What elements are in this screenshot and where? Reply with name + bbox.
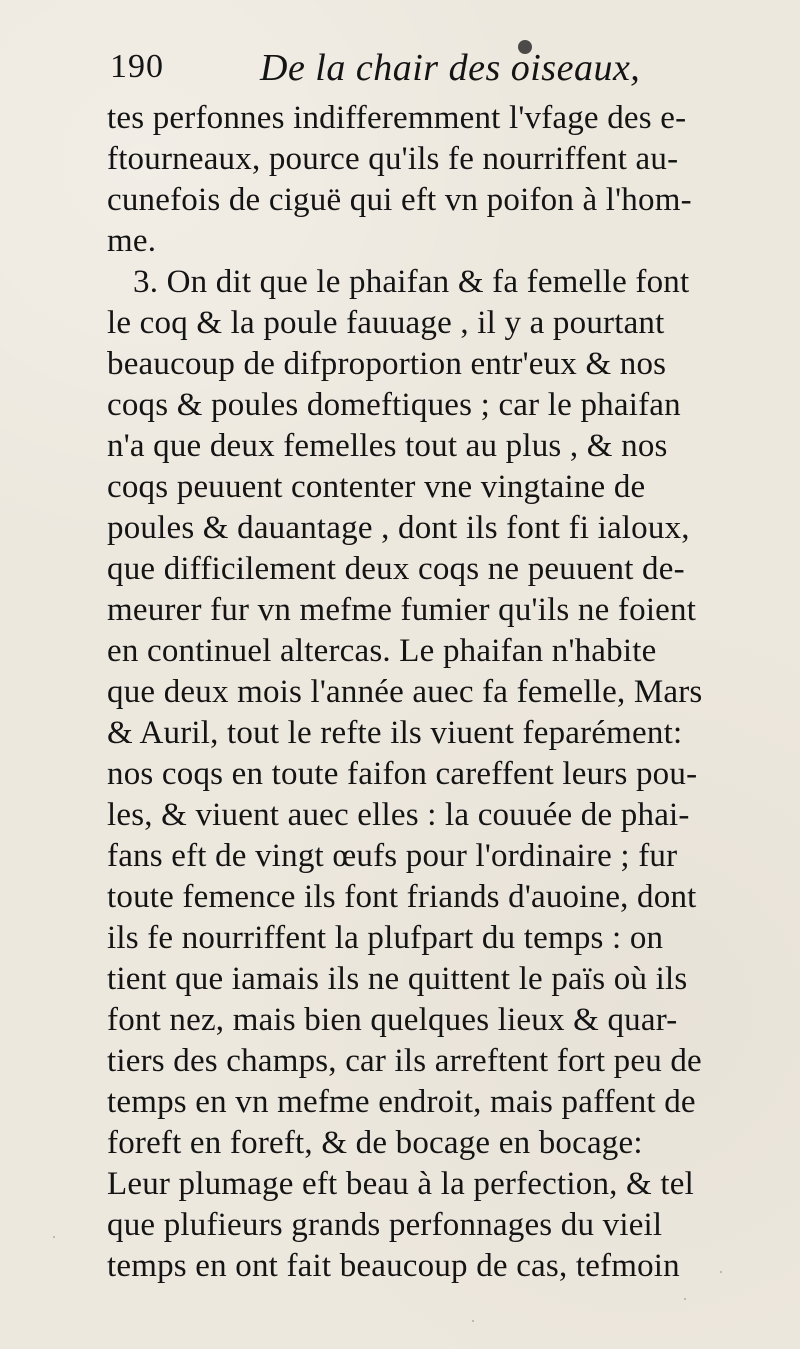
text-line: poules & dauantage , dont ils font fi ialoux, bbox=[107, 510, 690, 546]
text-line: temps en ont fait beaucoup de cas, tefmoin bbox=[107, 1248, 680, 1284]
paper-speck bbox=[720, 1271, 722, 1273]
text-line: foreft en foreft, & de bocage en bocage: bbox=[107, 1125, 643, 1161]
page-header bbox=[100, 42, 740, 102]
text-line: tiers des champs, car ils arreftent fort peu de bbox=[107, 1043, 702, 1079]
text-line: fans eft de vingt œufs pour l'ordinaire ; fur bbox=[107, 838, 678, 874]
paper-speck bbox=[472, 1320, 474, 1322]
text-line: nos coqs en toute faifon careffent leurs pou- bbox=[107, 756, 698, 792]
text-line: meurer fur vn mefme fumier qu'ils ne foient bbox=[107, 592, 697, 628]
text-line: ftourneaux, pource qu'ils fe nourriffent au- bbox=[107, 141, 679, 177]
text-line: que difficilement deux coqs ne peuuent de- bbox=[107, 551, 685, 587]
body-text bbox=[107, 98, 787, 1287]
text-line: ils fe nourriffent la plufpart du temps : on bbox=[107, 920, 664, 956]
paper-speck bbox=[53, 1236, 55, 1238]
text-line: le coq & la poule fauuage , il y a pourtant bbox=[107, 305, 665, 341]
text-line: tes perfonnes indifferemment l'vfage des e- bbox=[107, 100, 687, 136]
text-line: cunefois de ciguë qui eft vn poifon à l'hom- bbox=[107, 182, 692, 218]
text-line: coqs & poules domeftiques ; car le phaifan bbox=[107, 387, 681, 423]
text-line: n'a que deux femelles tout au plus , & nos bbox=[107, 428, 668, 464]
text-line: & Auril, tout le refte ils viuent feparément: bbox=[107, 715, 683, 751]
text-line: temps en vn mefme endroit, mais paffent de bbox=[107, 1084, 696, 1120]
text-line: en continuel altercas. Le phaifan n'habite bbox=[107, 633, 657, 669]
text-line: que plufieurs grands perfonnages du vieil bbox=[107, 1207, 663, 1243]
text-line: tient que iamais ils ne quittent le païs où ils bbox=[107, 961, 688, 997]
text-line: que deux mois l'année auec fa femelle, Mars bbox=[107, 674, 703, 710]
text-line: Leur plumage eft beau à la perfection, & tel bbox=[107, 1166, 694, 1202]
paper-speck bbox=[684, 1298, 686, 1300]
text-line: les, & viuent auec elles : la couuée de phai- bbox=[107, 797, 690, 833]
text-line: coqs peuuent contenter vne vingtaine de bbox=[107, 469, 646, 505]
text-line: beaucoup de difproportion entr'eux & nos bbox=[107, 346, 667, 382]
running-title: De la chair des oiseaux, bbox=[260, 47, 641, 89]
text-line: font nez, mais bien quelques lieux & quar- bbox=[107, 1002, 678, 1038]
paragraph-start-line: 3. On dit que le phaifan & fa femelle font bbox=[133, 264, 690, 300]
text-line: me. bbox=[107, 223, 157, 259]
page-number: 190 bbox=[110, 48, 164, 85]
text-line: toute femence ils font friands d'auoine, dont bbox=[107, 879, 697, 915]
